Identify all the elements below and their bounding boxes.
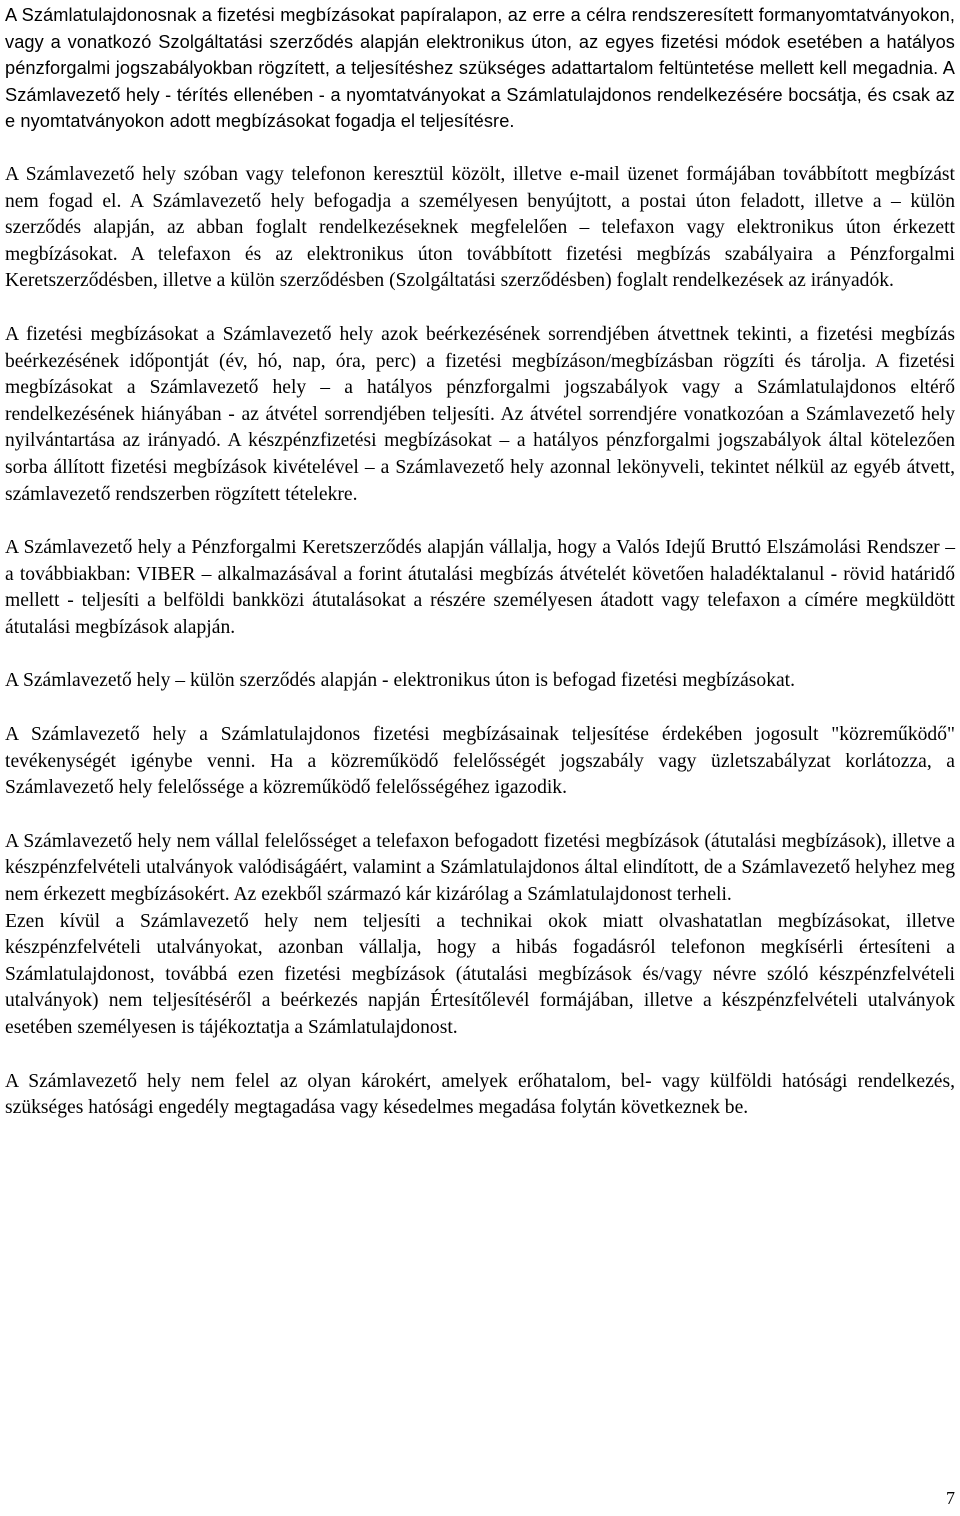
paragraph-accepted-channels: A Számlavezető hely szóban vagy telefonon keresztül közölt, illetve e-mail üzenet formájában továbbított megbízást nem fogad el. A Számlavezető hely befogadja a személyesen benyújtott, a postai úton feladott, illetve a – külön szerződés alapján, az abban foglalt rendelkezéseknek megfelelően – telefaxon vagy elektronikus úton érkezett megbízásokat. A telefaxon és az elektronikus úton továbbított fizetési megbízás szabályaira a Pénzforgalmi Keretszerződésben, illetve a külön szerződésben (Szolgáltatási szerződésben) foglalt rendelkezések az irányadók.: [5, 163, 955, 292]
paragraph-unreadable-orders: Ezen kívül a Számlavezető hely nem teljesíti a technikai okok miatt olvashatatlan megbízásokat, illetve készpénzfelvételi utalványokat, azonban vállalja, hogy a hibás fogadásról telefonon megkísérli értesíteni a Számlatulajdonost, továbbá ezen fizetési megbízások (átutalási megbízások és/vagy névre szóló készpénzfelvételi utalványok) nem teljesítéséről a beérkezés napján Értesítőlevél formájában, illetve a készpénzfelvételi utalványok esetében személyesen is tájékoztatja a Számlatulajdonost.: [5, 910, 955, 1038]
paragraph-order-of-receipt: A fizetési megbízásokat a Számlavezető hely azok beérkezésének sorrendjében átvettnek tekinti, a fizetési megbízás beérkezésének időpontját (év, hó, nap, óra, perc) a fizetési megbízáson/megbízásban rögzíti és tárolja. A fizetési megbízásokat a Számlavezető hely – a hatályos pénzforgalmi jogszabályok vagy a Számlatulajdonos eltérő rendelkezésének hiányában - az átvétel sorrendjében teljesíti. Az átvétel sorrendjére vonatkozóan a Számlavezető hely nyilvántartása az irányadó. A készpénzfizetési megbízásokat – a hatályos pénzforgalmi jogszabályok által kötelezően sorba állított fizetési megbízások kivételével – a Számlavezető hely azonnal lekönyveli, tekintet nélkül az egyéb átvett, számlavezető rendszerben rögzített tételekre.: [5, 323, 955, 505]
paragraph-fax-liability: A Számlavezető hely nem vállal felelősséget a telefaxon befogadott fizetési megbízások (átutalási megbízások), illetve a készpénzfelvételi utalványok valódiságáért, valamint a Számlatulajdonos által elindított, de a Számlavezető helyhez meg nem érkezett megbízásokért. Az ezekből származó kár kizárólag a Számlatulajdonost terheli.: [5, 830, 955, 906]
paragraph-viber: A Számlavezető hely a Pénzforgalmi Keretszerződés alapján vállalja, hogy a Valós Idejű Bruttó Elszámolási Rendszer – a továbbiakban: VIBER – alkalmazásával a forint átutalási megbízás átvételét követően haladéktalanul - rövid határidő mellett - teljesíti a belföldi bankközi átutalásokat a részére személyesen átadott vagy telefaxon a címére megküldött átutalási megbízások alapján.: [5, 537, 955, 638]
paragraph-electronic-orders: A Számlavezető hely – külön szerződés alapján - elektronikus úton is befogad fizetési megbízásokat.: [5, 670, 796, 692]
paragraph-intermediary: A Számlavezető hely a Számlatulajdonos fizetési megbízásainak teljesítése érdekében jogosult "közreműködő" tevékenységét igénybe venni. Ha a közreműködő felelősségét jogszabály vagy üzletszabályzat korlátozza, a Számlavezető hely felelőssége a közreműködő felelősségéhez igazodik.: [5, 724, 955, 799]
document-page: [5, 2, 955, 1149]
page-number: 7: [946, 1488, 955, 1508]
paragraph-payment-forms: A Számlatulajdonosnak a fizetési megbízásokat papíralapon, az erre a célra rendszeresített formanyomtatványokon, vagy a vonatkozó Szolgáltatási szerződés alapján elektronikus úton, az egyes fizetési módok esetében a hatályos pénzforgalmi jogszabályokban rögzített, a teljesítéshez szükséges adattartalom feltüntetése mellett kell megadnia. A Számlavezető hely - térítés ellenében - a nyomtatványokat a Számlatulajdonos rendelkezésére bocsátja, és csak az e nyomtatványokon adott megbízásokat fogadja el teljesítésre.: [5, 5, 955, 132]
paragraph-force-majeure: A Számlavezető hely nem felel az olyan károkért, amelyek erőhatalom, bel- vagy külföldi hatósági rendelkezés, szükséges hatósági engedély megtagadása vagy késedelmes megadása folytán következnek be.: [5, 1070, 955, 1119]
